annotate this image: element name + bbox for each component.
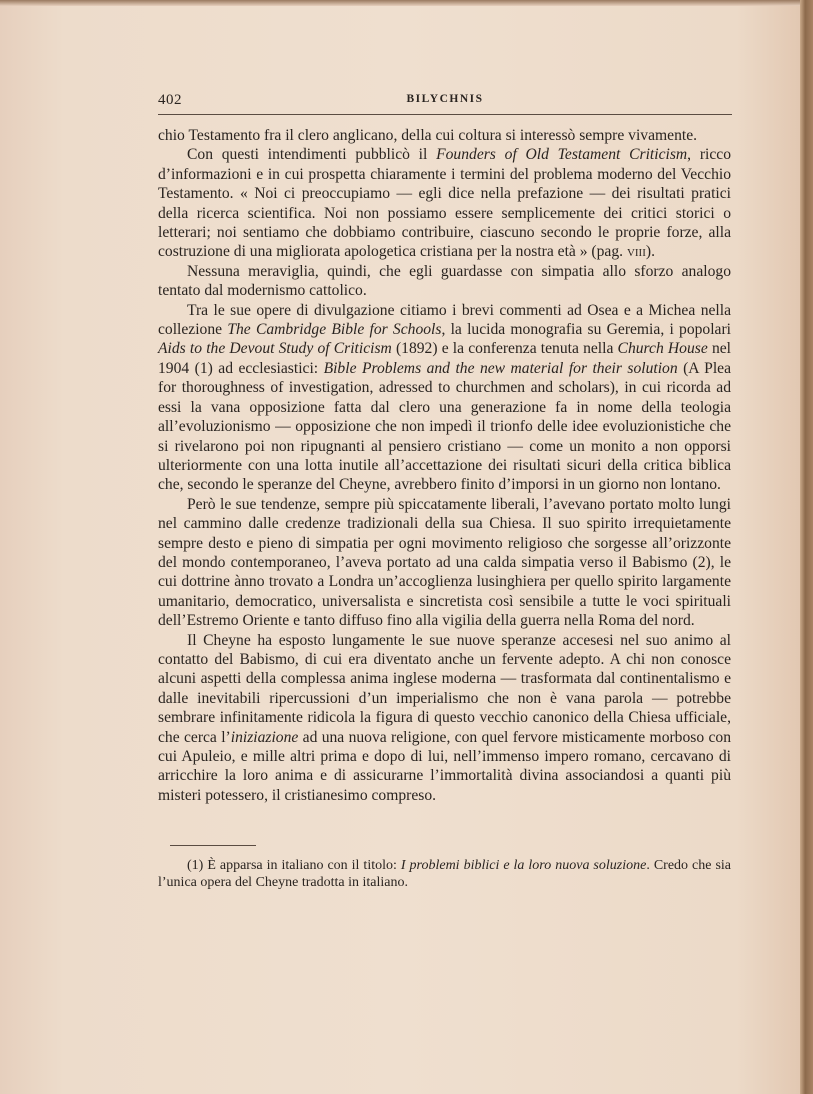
paragraph (158, 301, 731, 495)
text-run: chio Testamento fra il clero anglicano, della cui coltura si interessò sempre vivamente. (158, 127, 698, 144)
italic-title: Founders of Old Testament Criticism (436, 146, 688, 164)
text-run: (1) È apparsa in italiano con il titolo: (187, 858, 401, 873)
small-caps-text: viii (626, 243, 646, 261)
italic-title: iniziazione (230, 728, 299, 746)
text-run: nel 1904 (1) ad ecclesiastici: (158, 340, 732, 377)
footnote-text (158, 857, 731, 891)
italic-title: I problemi biblici e la loro nuova soluzione (400, 858, 647, 873)
text-run: ad una nuova religione, con quel fervore misticamente morboso con cui Apuleio, e mille altri prima e dopo di lui, nell’immenso impero romano, cercavano di arricchire la loro anima e di assicurarne l’immortalità divina associandosi a quanti più misteri potessero, il cristianesimo compreso. (158, 728, 731, 804)
italic-title: The Cambridge Bible for Schools (227, 321, 442, 339)
text-run: Con questi intendimenti pubblicò il (187, 146, 437, 164)
italic-title: Bible Problems and the new material for their solution (323, 359, 678, 377)
text-run: Nessuna meraviglia, quindi, che egli guardasse con simpatia allo sforzo analogo tentato dal modernismo cattolico. (158, 262, 731, 300)
running-title: BILYCHNIS (406, 93, 484, 105)
text-run: Il Cheyne ha esposto lungamente le sue nuove speranze accesesi nel suo animo al contatto del Babismo, di cui era diventato anche un fervente adepto. A chi non conosce alcuni aspetti della complessa anima inglese moderna — trasformata dal continentalismo e dalle inevitabili ripercussioni d’un imperialismo che non è vana parola — potrebbe sembrare infinitamente ridicola la figura di questo vecchio canonico della Chiesa ufficiale, che cerca l’ (158, 631, 731, 746)
paragraph (158, 126, 731, 145)
page-header (158, 92, 732, 115)
text-run: , ricco d’informazioni e in cui prospetta chiaramente i termini del problema moderno del Vecchio Testamento. « Noi ci preoccupiamo — egli dice nella prefazione — dei risultati pratici della ricerca scientifica. Noi non possiamo essere semplicemente dei critici storici o letterari; noi sentiamo che dobbiamo contribuire, ciascuno secondo le proprie forze, alla costruzione di una migliorata apologetica cristiana per la nostra età » (pag. (158, 146, 731, 261)
footnote-rule (170, 845, 256, 846)
body-text (158, 126, 731, 805)
text-run: (A Plea for thoroughness of investigation, adressed to churchmen and scholars), in cui ricorda ad essi la vana opposizione fatta dal clero una generazione fa in nome della teologia all’evoluzionismo — opposizione che non impedì il trionfo delle idee evoluzionistiche che si rivelarono poi non ripugnanti al pensiero cristiano — come un monito a non opporsi ulteriormente con una lotta inutile all’accettazione dei risultati sicuri della critica biblica che, secondo le speranze del Cheyne, avrebbero finito d’imporsi in un giorno non lontano. (158, 359, 731, 494)
paragraph (158, 262, 731, 301)
text-run: Tra le sue opere di divulgazione citiamo i brevi commenti ad Osea e a Michea nella collezione (158, 301, 731, 339)
page-top-edge (0, 0, 813, 6)
text-run: Però le sue tendenze, sempre più spiccatamente liberali, l’avevano portato molto lungi nel cammino dalle credenze tradizionali della sua Chiesa. Il suo spirito irrequietamente sempre desto e pieno di simpatia per ogni movimento religioso che sorgesse all’orizzonte del mondo contemporaneo, l’aveva portato ad una calda simpatia verso il Babismo (2), le cui dottrine ànno trovato a Londra un’accoglienza lusinghiera per quello spirito largamente umanitario, democratico, universalista e sincretista così sensibile a tutte le voci spirituali dell’Estremo Oriente e tanto diffuso fino alla vigilia della guerra nella Roma del nord. (158, 495, 731, 630)
footnote (158, 857, 731, 891)
paragraph (158, 145, 731, 261)
paragraph (158, 495, 731, 631)
text-run: (1892) e la conferenza tenuta nella (391, 340, 618, 358)
page-number: 402 (158, 92, 182, 108)
text-run: ). (645, 243, 655, 261)
text-run: , la lucida monografia su Geremia, i popolari (441, 321, 731, 339)
italic-title: Aids to the Devout Study of Criticism (158, 340, 392, 358)
paragraph (158, 631, 731, 806)
page-binding-edge (800, 0, 813, 1094)
italic-title: Church House (617, 340, 708, 358)
text-run: . Credo che sia l’unica opera del Cheyne tradotta in italiano. (158, 858, 731, 890)
